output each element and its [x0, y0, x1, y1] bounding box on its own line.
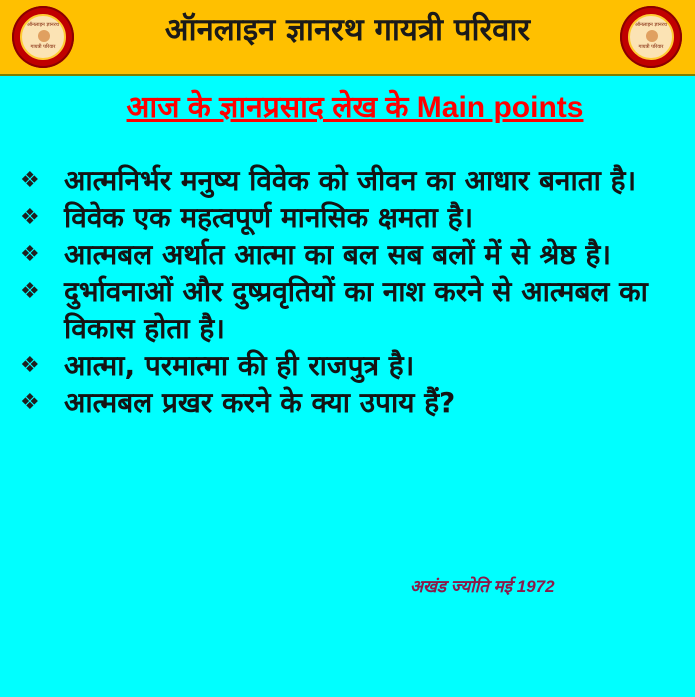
header-bar	[0, 0, 695, 76]
logo-emblem	[628, 14, 674, 60]
diamond-bullet-icon: ❖	[20, 279, 40, 304]
list-item	[18, 236, 678, 273]
header-title: ऑनलाइन ज्ञानरथ गायत्री परिवार	[164, 12, 531, 48]
logo-top-text: ऑनलाइन ज्ञानरथ	[635, 22, 667, 28]
diamond-bullet-icon: ❖	[20, 168, 40, 193]
diamond-bullet-icon: ❖	[20, 205, 40, 230]
list-item	[18, 162, 678, 199]
point-text: विवेक एक महत्वपूर्ण मानसिक क्षमता है।	[64, 201, 474, 234]
point-text: आत्मा, परमात्मा की ही राजपुत्र है।	[64, 349, 415, 382]
logo-bottom-text: गायत्री परिवार	[638, 44, 664, 50]
logo-bottom-text: गायत्री परिवार	[30, 44, 56, 50]
list-item	[18, 347, 678, 384]
point-text: आत्मबल प्रखर करने के क्या उपाय हैं?	[64, 386, 456, 419]
diamond-bullet-icon: ❖	[20, 390, 40, 415]
point-text: आत्मनिर्भर मनुष्य विवेक को जीवन का आधार बनाता है।	[64, 164, 637, 197]
list-item	[18, 273, 678, 347]
diamond-bullet-icon: ❖	[20, 242, 40, 267]
logo-emblem	[20, 14, 66, 60]
main-points-list	[18, 162, 678, 421]
source-citation: अखंड ज्योति मई 1972	[410, 577, 555, 596]
point-text: आत्मबल अर्थात आत्मा का बल सब बलों में से श्रेष्ठ है।	[64, 238, 611, 271]
point-text: दुर्भावनाओं और दुष्प्रवृतियों का नाश करने से आत्मबल का विकास होता है।	[64, 275, 648, 345]
list-item	[18, 199, 678, 236]
logo-right	[620, 6, 682, 68]
list-item	[18, 384, 678, 421]
page-subtitle: आज के ज्ञानप्रसाद लेख के Main points	[126, 91, 584, 124]
logo-figure-icon	[646, 30, 658, 42]
logo-top-text: ऑनलाइन ज्ञानरथ	[27, 22, 59, 28]
diamond-bullet-icon: ❖	[20, 353, 40, 378]
logo-left	[12, 6, 74, 68]
logo-figure-icon	[38, 30, 50, 42]
